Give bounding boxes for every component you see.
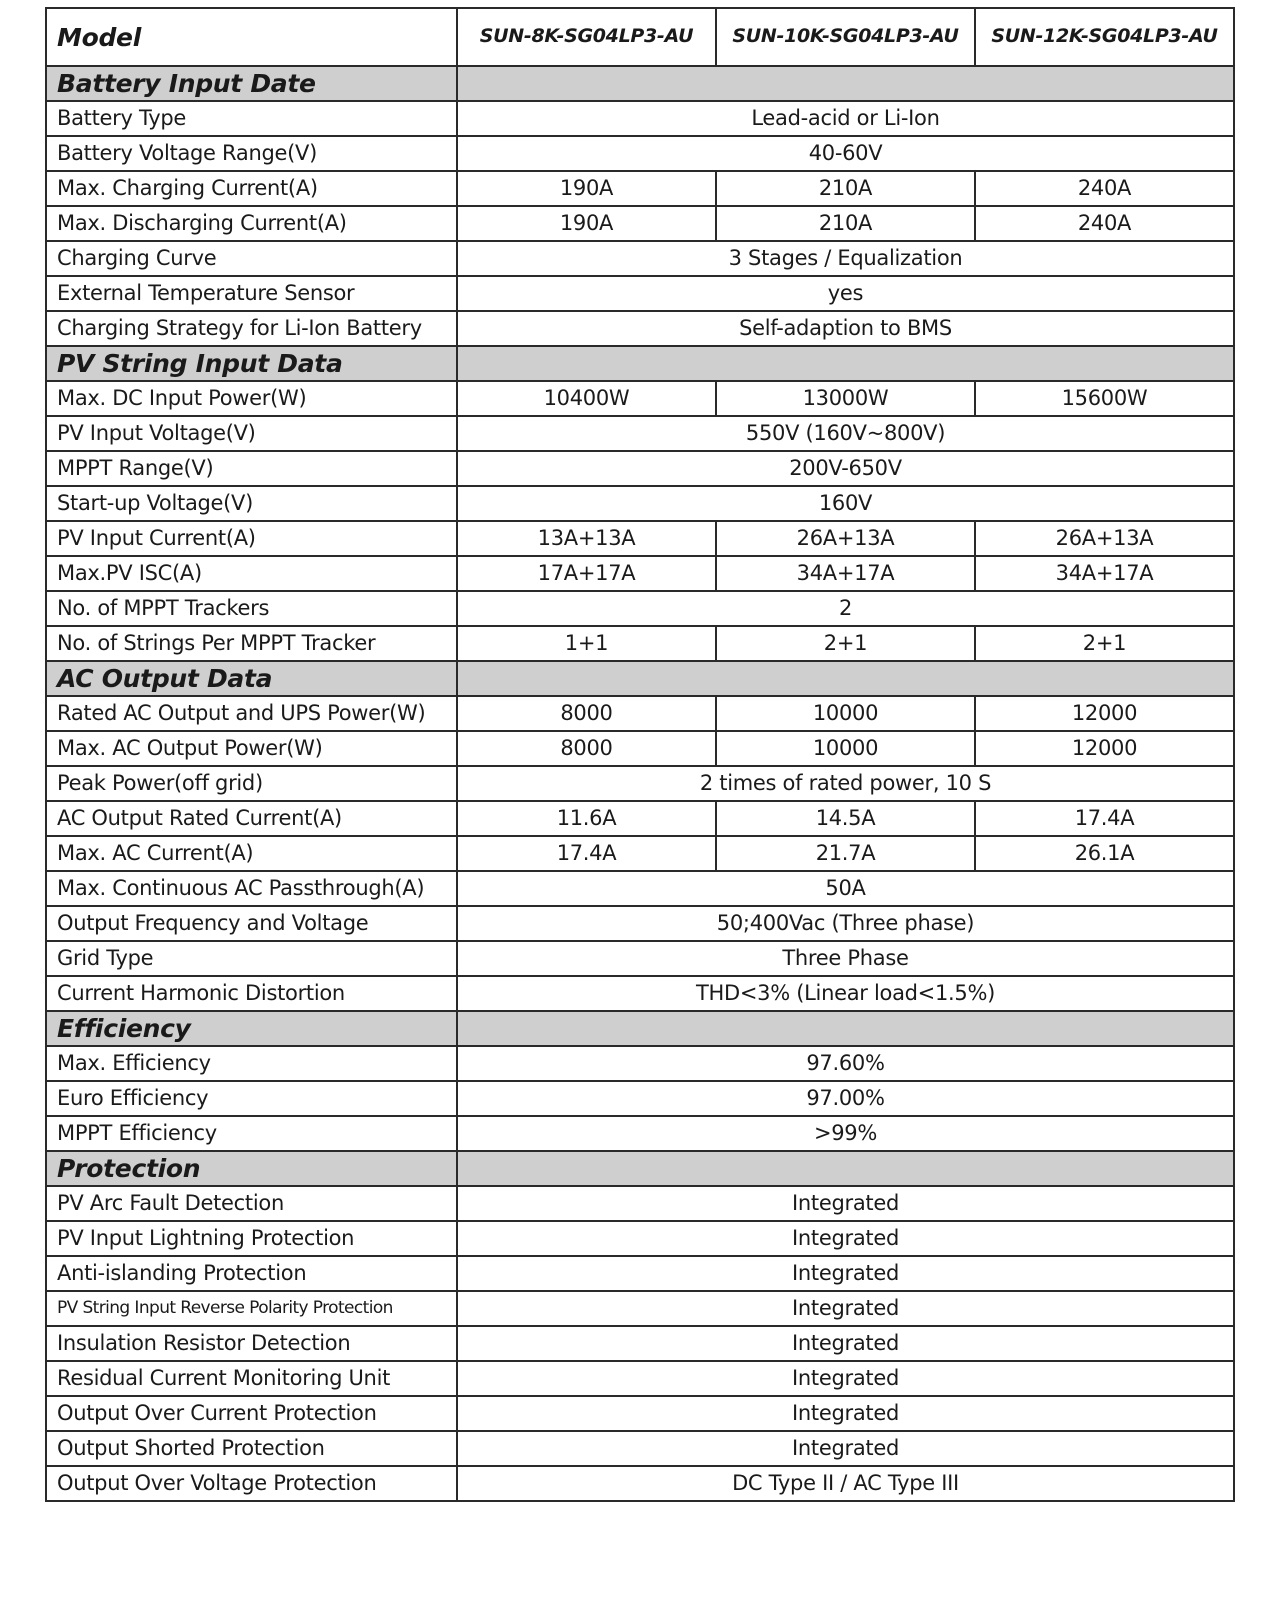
spec-label: Charging Curve xyxy=(46,241,457,276)
spec-row xyxy=(46,836,1234,871)
spec-label: Charging Strategy for Li-Ion Battery xyxy=(46,311,457,346)
spec-row xyxy=(46,1466,1234,1501)
spec-value-all-models: Integrated xyxy=(457,1396,1234,1431)
spec-row xyxy=(46,1116,1234,1151)
spec-value-model-1: 190A xyxy=(457,171,716,206)
spec-row xyxy=(46,1081,1234,1116)
model-name-1: SUN-8K-SG04LP3-AU xyxy=(457,8,716,66)
spec-value-model-3: 12000 xyxy=(975,731,1234,766)
model-label: Model xyxy=(46,8,457,66)
spec-value-all-models: 2 times of rated power, 10 S xyxy=(457,766,1234,801)
spec-value-all-models: 200V-650V xyxy=(457,451,1234,486)
spec-value-all-models: Integrated xyxy=(457,1326,1234,1361)
spec-label: Insulation Resistor Detection xyxy=(46,1326,457,1361)
spec-label: Output Shorted Protection xyxy=(46,1431,457,1466)
spec-label: MPPT Range(V) xyxy=(46,451,457,486)
spec-value-all-models: 97.00% xyxy=(457,1081,1234,1116)
section-title: PV String Input Data xyxy=(46,346,457,381)
spec-row xyxy=(46,276,1234,311)
spec-value-all-models: 50A xyxy=(457,871,1234,906)
spec-label: Max. Continuous AC Passthrough(A) xyxy=(46,871,457,906)
spec-value-all-models: 50;400Vac (Three phase) xyxy=(457,906,1234,941)
spec-value-model-2: 10000 xyxy=(716,696,975,731)
spec-row xyxy=(46,906,1234,941)
spec-label: Max. Discharging Current(A) xyxy=(46,206,457,241)
spec-value-model-3: 26.1A xyxy=(975,836,1234,871)
spec-table xyxy=(45,7,1235,1502)
spec-value-model-3: 240A xyxy=(975,171,1234,206)
spec-value-model-2: 210A xyxy=(716,206,975,241)
spec-value-all-models: Integrated xyxy=(457,1431,1234,1466)
spec-row xyxy=(46,976,1234,1011)
section-header-fill xyxy=(457,1011,1234,1046)
spec-value-model-3: 34A+17A xyxy=(975,556,1234,591)
spec-value-all-models: THD<3% (Linear load<1.5%) xyxy=(457,976,1234,1011)
spec-row xyxy=(46,941,1234,976)
spec-row xyxy=(46,871,1234,906)
spec-row xyxy=(46,1396,1234,1431)
section-header-fill xyxy=(457,661,1234,696)
spec-label: AC Output Rated Current(A) xyxy=(46,801,457,836)
spec-label: Euro Efficiency xyxy=(46,1081,457,1116)
section-header-protection xyxy=(46,1151,1234,1186)
spec-row xyxy=(46,801,1234,836)
spec-row xyxy=(46,1326,1234,1361)
spec-row xyxy=(46,136,1234,171)
spec-value-all-models: yes xyxy=(457,276,1234,311)
spec-value-model-2: 21.7A xyxy=(716,836,975,871)
spec-value-model-1: 17A+17A xyxy=(457,556,716,591)
spec-value-model-1: 8000 xyxy=(457,731,716,766)
spec-value-model-3: 2+1 xyxy=(975,626,1234,661)
spec-label: PV Input Voltage(V) xyxy=(46,416,457,451)
spec-value-all-models: 3 Stages / Equalization xyxy=(457,241,1234,276)
spec-label: Battery Type xyxy=(46,101,457,136)
spec-value-all-models: Integrated xyxy=(457,1221,1234,1256)
spec-label: Max. Efficiency xyxy=(46,1046,457,1081)
spec-value-all-models: 97.60% xyxy=(457,1046,1234,1081)
spec-value-model-1: 13A+13A xyxy=(457,521,716,556)
spec-value-model-2: 26A+13A xyxy=(716,521,975,556)
section-title: Battery Input Date xyxy=(46,66,457,101)
spec-value-model-1: 11.6A xyxy=(457,801,716,836)
spec-row xyxy=(46,556,1234,591)
spec-row xyxy=(46,206,1234,241)
spec-value-all-models: 160V xyxy=(457,486,1234,521)
spec-row xyxy=(46,171,1234,206)
spec-label: Anti-islanding Protection xyxy=(46,1256,457,1291)
spec-value-model-2: 2+1 xyxy=(716,626,975,661)
spec-label: PV Input Current(A) xyxy=(46,521,457,556)
spec-label: Residual Current Monitoring Unit xyxy=(46,1361,457,1396)
spec-row xyxy=(46,591,1234,626)
spec-row xyxy=(46,731,1234,766)
model-name-2: SUN-10K-SG04LP3-AU xyxy=(716,8,975,66)
spec-label: No. of MPPT Trackers xyxy=(46,591,457,626)
spec-label: Max. Charging Current(A) xyxy=(46,171,457,206)
spec-label: Max. AC Current(A) xyxy=(46,836,457,871)
spec-table-body xyxy=(46,8,1234,1501)
spec-label: Max. DC Input Power(W) xyxy=(46,381,457,416)
spec-label: Battery Voltage Range(V) xyxy=(46,136,457,171)
section-header-efficiency xyxy=(46,1011,1234,1046)
model-name-3: SUN-12K-SG04LP3-AU xyxy=(975,8,1234,66)
spec-value-model-1: 190A xyxy=(457,206,716,241)
section-title: Efficiency xyxy=(46,1011,457,1046)
spec-row xyxy=(46,311,1234,346)
spec-label: Max. AC Output Power(W) xyxy=(46,731,457,766)
spec-value-model-2: 210A xyxy=(716,171,975,206)
spec-row xyxy=(46,766,1234,801)
spec-label: Rated AC Output and UPS Power(W) xyxy=(46,696,457,731)
spec-row xyxy=(46,451,1234,486)
spec-value-model-3: 17.4A xyxy=(975,801,1234,836)
spec-value-model-3: 240A xyxy=(975,206,1234,241)
spec-row xyxy=(46,241,1234,276)
spec-row xyxy=(46,1291,1234,1326)
section-title: Protection xyxy=(46,1151,457,1186)
spec-label: Max.PV ISC(A) xyxy=(46,556,457,591)
spec-row xyxy=(46,101,1234,136)
spec-value-all-models: 550V (160V~800V) xyxy=(457,416,1234,451)
spec-label: No. of Strings Per MPPT Tracker xyxy=(46,626,457,661)
spec-value-model-2: 13000W xyxy=(716,381,975,416)
spec-value-all-models: 40-60V xyxy=(457,136,1234,171)
spec-row xyxy=(46,1256,1234,1291)
spec-row xyxy=(46,381,1234,416)
spec-label: Current Harmonic Distortion xyxy=(46,976,457,1011)
spec-value-all-models: Integrated xyxy=(457,1291,1234,1326)
spec-row xyxy=(46,696,1234,731)
spec-label: Peak Power(off grid) xyxy=(46,766,457,801)
spec-value-all-models: Three Phase xyxy=(457,941,1234,976)
spec-label: MPPT Efficiency xyxy=(46,1116,457,1151)
spec-value-model-1: 17.4A xyxy=(457,836,716,871)
spec-label: Start-up Voltage(V) xyxy=(46,486,457,521)
spec-value-all-models: 2 xyxy=(457,591,1234,626)
spec-label: PV Input Lightning Protection xyxy=(46,1221,457,1256)
spec-value-all-models: DC Type II / AC Type III xyxy=(457,1466,1234,1501)
spec-value-all-models: Self-adaption to BMS xyxy=(457,311,1234,346)
spec-value-model-3: 15600W xyxy=(975,381,1234,416)
section-header-fill xyxy=(457,1151,1234,1186)
spec-row xyxy=(46,1186,1234,1221)
spec-value-all-models: Lead-acid or Li-Ion xyxy=(457,101,1234,136)
spec-row xyxy=(46,1361,1234,1396)
section-header-fill xyxy=(457,66,1234,101)
spec-row xyxy=(46,1431,1234,1466)
spec-row xyxy=(46,486,1234,521)
spec-value-model-2: 34A+17A xyxy=(716,556,975,591)
spec-row xyxy=(46,1046,1234,1081)
spec-row xyxy=(46,626,1234,661)
spec-label: External Temperature Sensor xyxy=(46,276,457,311)
spec-value-model-3: 12000 xyxy=(975,696,1234,731)
spec-label: Output Over Voltage Protection xyxy=(46,1466,457,1501)
spec-value-model-1: 1+1 xyxy=(457,626,716,661)
spec-row xyxy=(46,1221,1234,1256)
section-title: AC Output Data xyxy=(46,661,457,696)
spec-value-all-models: >99% xyxy=(457,1116,1234,1151)
spec-row xyxy=(46,521,1234,556)
spec-value-model-1: 8000 xyxy=(457,696,716,731)
section-header-fill xyxy=(457,346,1234,381)
spec-label: Output Over Current Protection xyxy=(46,1396,457,1431)
spec-label: Grid Type xyxy=(46,941,457,976)
spec-label: PV String Input Reverse Polarity Protection xyxy=(46,1291,457,1326)
spec-label: Output Frequency and Voltage xyxy=(46,906,457,941)
spec-value-all-models: Integrated xyxy=(457,1186,1234,1221)
spec-row xyxy=(46,416,1234,451)
section-header-battery-input-date xyxy=(46,66,1234,101)
spec-value-model-2: 14.5A xyxy=(716,801,975,836)
spec-label: PV Arc Fault Detection xyxy=(46,1186,457,1221)
model-header-row xyxy=(46,8,1234,66)
spec-value-all-models: Integrated xyxy=(457,1256,1234,1291)
spec-value-all-models: Integrated xyxy=(457,1361,1234,1396)
spec-value-model-1: 10400W xyxy=(457,381,716,416)
section-header-ac-output-data xyxy=(46,661,1234,696)
section-header-pv-string-input-data xyxy=(46,346,1234,381)
spec-value-model-3: 26A+13A xyxy=(975,521,1234,556)
spec-value-model-2: 10000 xyxy=(716,731,975,766)
